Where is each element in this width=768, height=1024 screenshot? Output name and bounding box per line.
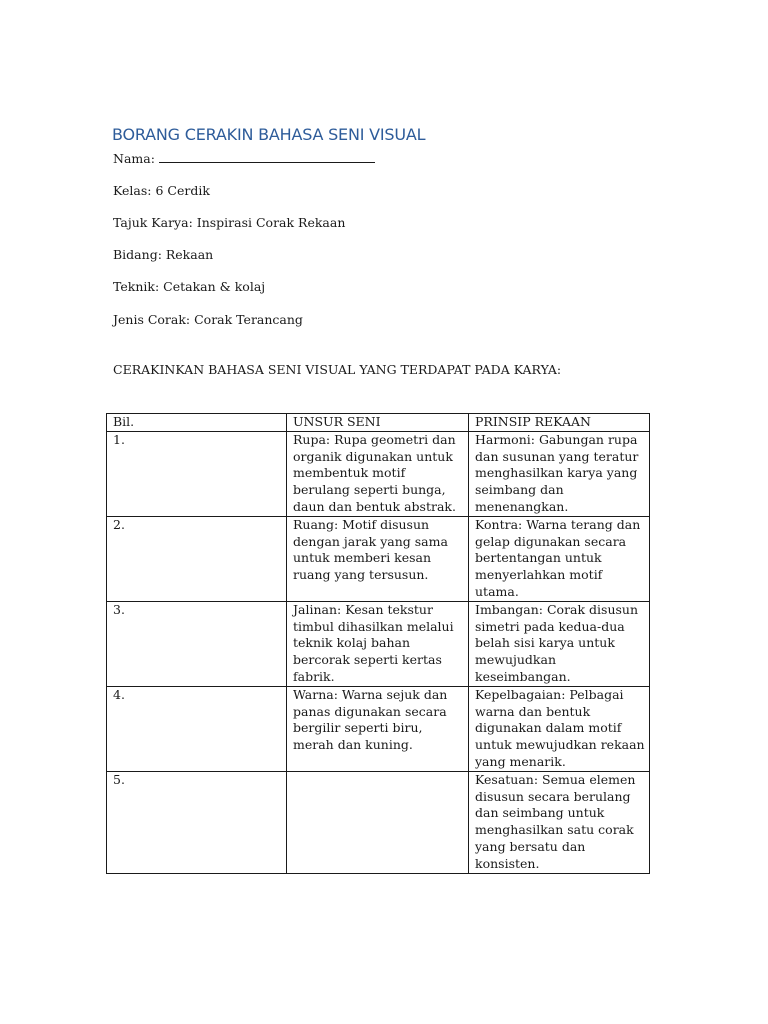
name-blank-line (159, 151, 375, 163)
cell-unsur-seni (287, 771, 469, 873)
header-prinsip-rekaan: PRINSIP REKAAN (469, 414, 650, 432)
cell-prinsip-rekaan: Kontra: Warna terang dan gelap digunakan secara bertentangan untuk menyerlahkan motif utama. (469, 516, 650, 601)
cell-prinsip-rekaan: Kesatuan: Semua elemen disusun secara berulang dan seimbang untuk menghasilkan satu corak yang bersatu dan konsisten. (469, 771, 650, 873)
document-title: BORANG CERAKIN BAHASA SENI VISUAL (112, 125, 426, 144)
header-unsur-seni: UNSUR SENI (287, 414, 469, 432)
table-header-row (107, 414, 650, 432)
cell-unsur-seni: Rupa: Rupa geometri dan organik digunakan untuk membentuk motif berulang seperti bunga, daun dan bentuk abstrak. (287, 431, 469, 516)
field-teknik: Teknik: Cetakan & kolaj (113, 279, 266, 294)
field-kelas: Kelas: 6 Cerdik (113, 183, 210, 198)
cell-bil: 4. (107, 686, 287, 771)
table-row (107, 516, 650, 601)
field-nama (113, 151, 375, 166)
cell-bil: 1. (107, 431, 287, 516)
cell-bil: 2. (107, 516, 287, 601)
cell-unsur-seni: Ruang: Motif disusun dengan jarak yang sama untuk memberi kesan ruang yang tersusun. (287, 516, 469, 601)
analysis-table (106, 413, 650, 874)
cell-prinsip-rekaan: Harmoni: Gabungan rupa dan susunan yang teratur menghasilkan karya yang seimbang dan menenangkan. (469, 431, 650, 516)
table-row (107, 686, 650, 771)
field-bidang: Bidang: Rekaan (113, 247, 214, 262)
cell-unsur-seni: Jalinan: Kesan tekstur timbul dihasilkan melalui teknik kolaj bahan bercorak seperti kertas fabrik. (287, 601, 469, 686)
field-tajuk-karya: Tajuk Karya: Inspirasi Corak Rekaan (113, 215, 346, 230)
cell-unsur-seni: Warna: Warna sejuk dan panas digunakan secara bergilir seperti biru, merah dan kuning. (287, 686, 469, 771)
table-row (107, 601, 650, 686)
field-jenis-corak: Jenis Corak: Corak Terancang (113, 312, 303, 327)
table-row (107, 431, 650, 516)
table-row (107, 771, 650, 873)
field-nama-label: Nama: (113, 151, 155, 166)
cell-bil: 3. (107, 601, 287, 686)
cell-bil: 5. (107, 771, 287, 873)
cell-prinsip-rekaan: Kepelbagaian: Pelbagai warna dan bentuk digunakan dalam motif untuk mewujudkan rekaan yang menarik. (469, 686, 650, 771)
cell-prinsip-rekaan: Imbangan: Corak disusun simetri pada kedua-dua belah sisi karya untuk mewujudkan keseimbangan. (469, 601, 650, 686)
instruction-text: CERAKINKAN BAHASA SENI VISUAL YANG TERDAPAT PADA KARYA: (113, 362, 562, 377)
header-bil: Bil. (107, 414, 287, 432)
